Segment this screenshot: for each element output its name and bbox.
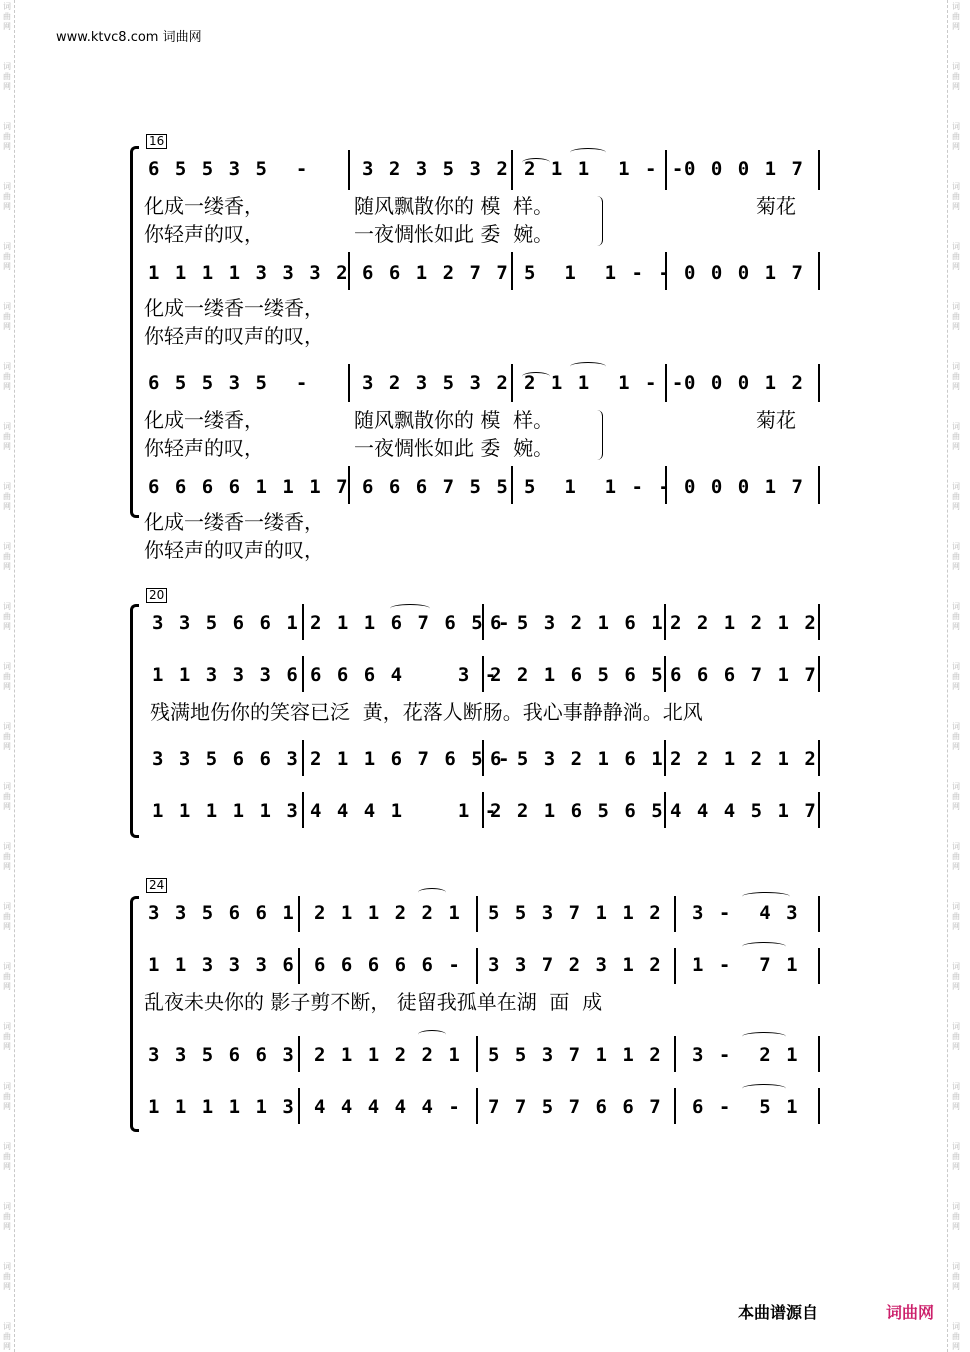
watermark-glyph: 词 <box>3 662 11 671</box>
watermark-glyph: 词 <box>952 2 960 11</box>
notation-segment: 3 3 5 6 6 3 <box>152 748 300 770</box>
watermark-glyph: 网 <box>952 1282 960 1291</box>
notation-segment: 0 0 0 1 7 <box>684 158 805 180</box>
watermark-glyph: 网 <box>952 82 960 91</box>
lyric-line: 菊花 <box>756 194 796 218</box>
barline <box>298 1088 300 1124</box>
notation-segment: 6 6 6 7 5 5 <box>362 476 510 498</box>
barline <box>348 150 350 190</box>
watermark-glyph: 网 <box>952 1342 960 1351</box>
lyric-line: 一夜惆怅如此 委 婉。 <box>354 436 554 460</box>
watermark-glyph: 曲 <box>952 1332 960 1341</box>
lyric-brace <box>596 410 603 460</box>
watermark-glyph: 网 <box>3 1162 11 1171</box>
notation-segment: 3 3 5 6 6 1 <box>148 902 296 924</box>
watermark-glyph: 词 <box>3 422 11 431</box>
watermark-glyph: 词 <box>3 362 11 371</box>
watermark-glyph: 曲 <box>952 612 960 621</box>
watermark-glyph: 词 <box>952 182 960 191</box>
notation-segment: 7 7 5 7 6 6 7 <box>488 1096 663 1118</box>
watermark-glyph: 词 <box>952 782 960 791</box>
lyric-line: 化成一缕香， <box>144 408 264 432</box>
watermark-glyph: 网 <box>952 202 960 211</box>
watermark-glyph: 词 <box>952 362 960 371</box>
barline <box>818 466 820 504</box>
watermark-glyph: 曲 <box>3 372 11 381</box>
barline <box>476 1036 478 1072</box>
watermark-glyph: 网 <box>952 442 960 451</box>
watermark-glyph: 网 <box>952 922 960 931</box>
notation-segment: 2 1 1 6 7 6 5 - <box>310 748 512 770</box>
watermark-glyph: 词 <box>3 1322 11 1331</box>
notation-segment: 0 0 0 1 2 <box>684 372 805 394</box>
notation-segment: 5 5 3 7 1 1 2 <box>488 1044 663 1066</box>
notation-segment: 1 1 1 1 3 3 3 2 <box>148 262 350 284</box>
watermark-glyph: 网 <box>952 742 960 751</box>
watermark-glyph: 网 <box>952 262 960 271</box>
notation-segment: 3 3 7 2 3 1 2 <box>488 954 663 976</box>
notation-segment: 5 1 1 - - <box>524 262 672 284</box>
watermark-glyph: 词 <box>952 1142 960 1151</box>
measure-number: 24 <box>146 878 167 893</box>
lyric-line: 化成一缕香， <box>144 194 264 218</box>
watermark-glyph: 词 <box>3 722 11 731</box>
lyric-line: 一夜惆怅如此 委 婉。 <box>354 222 554 246</box>
watermark-glyph: 词 <box>952 962 960 971</box>
barline <box>476 948 478 984</box>
barline <box>298 896 300 932</box>
watermark-glyph: 曲 <box>3 312 11 321</box>
watermark-glyph: 曲 <box>952 12 960 21</box>
slur-mark <box>570 362 606 371</box>
notation-segment: 6 6 6 7 1 7 <box>670 664 818 686</box>
watermark-glyph: 网 <box>952 982 960 991</box>
watermark-glyph: 曲 <box>3 552 11 561</box>
watermark-glyph: 网 <box>3 742 11 751</box>
notation-segment: 6 6 6 4 3 - <box>310 664 499 686</box>
watermark-glyph: 词 <box>3 962 11 971</box>
notation-segment: 6 6 6 6 6 - <box>314 954 462 976</box>
watermark-glyph: 词 <box>3 542 11 551</box>
brand-logo[interactable]: 词曲网 <box>886 1303 935 1322</box>
watermark-glyph: 网 <box>952 622 960 631</box>
barline <box>298 1036 300 1072</box>
site-header[interactable]: www.ktvc8.com 词曲网 <box>56 30 202 45</box>
watermark-glyph: 曲 <box>3 192 11 201</box>
watermark-glyph: 词 <box>952 1202 960 1211</box>
lyric-line: 你轻声的叹， <box>144 436 264 460</box>
watermark-glyph: 曲 <box>952 552 960 561</box>
barline <box>818 948 820 984</box>
watermark-glyph: 网 <box>952 682 960 691</box>
watermark-glyph: 网 <box>3 862 11 871</box>
watermark-glyph: 曲 <box>952 192 960 201</box>
barline <box>476 896 478 932</box>
watermark-glyph: 曲 <box>3 612 11 621</box>
watermark-glyph: 词 <box>952 1022 960 1031</box>
watermark-glyph: 词 <box>952 242 960 251</box>
watermark-glyph: 词 <box>3 242 11 251</box>
watermark-glyph: 网 <box>3 1222 11 1231</box>
slur-mark <box>390 604 430 613</box>
watermark-glyph: 词 <box>952 602 960 611</box>
watermark-glyph: 曲 <box>3 132 11 141</box>
notation-segment: 3 3 5 6 6 1 <box>152 612 300 634</box>
barline <box>818 1088 820 1124</box>
notation-segment: 2 2 1 6 5 6 5 <box>490 800 665 822</box>
watermark-glyph: 曲 <box>3 1332 11 1341</box>
notation-segment: 2 1 1 2 2 1 <box>314 1044 462 1066</box>
notation-segment: 6 6 1 2 7 7 <box>362 262 510 284</box>
watermark-glyph: 网 <box>3 622 11 631</box>
source-label: 本曲谱源自 <box>738 1303 819 1322</box>
watermark-glyph: 词 <box>3 1022 11 1031</box>
lyric-brace <box>596 196 603 246</box>
watermark-glyph: 词 <box>3 302 11 311</box>
watermark-glyph: 网 <box>952 1222 960 1231</box>
watermark-glyph: 词 <box>3 902 11 911</box>
slur-mark <box>522 372 550 381</box>
barline <box>818 604 820 640</box>
watermark-glyph: 网 <box>3 142 11 151</box>
notation-segment: 1 1 1 1 1 3 <box>152 800 300 822</box>
lyric-line: 你轻声的叹， <box>144 222 264 246</box>
slur-mark <box>570 148 606 157</box>
watermark-glyph: 词 <box>952 122 960 131</box>
watermark-glyph: 曲 <box>3 1272 11 1281</box>
notation-segment: 0 0 0 1 7 <box>684 262 805 284</box>
barline <box>511 466 513 504</box>
barline <box>302 792 304 828</box>
lyric-line: 化成一缕香一缕香， <box>144 296 324 320</box>
barline <box>476 1088 478 1124</box>
barline <box>302 740 304 776</box>
lyric-line: 化成一缕香一缕香， <box>144 510 324 534</box>
watermark-glyph: 词 <box>952 542 960 551</box>
watermark-glyph: 网 <box>3 262 11 271</box>
barline <box>302 604 304 640</box>
watermark-glyph: 网 <box>3 682 11 691</box>
watermark-glyph: 曲 <box>952 1152 960 1161</box>
watermark-glyph: 曲 <box>3 72 11 81</box>
barline <box>818 740 820 776</box>
watermark-glyph: 曲 <box>952 972 960 981</box>
watermark-glyph: 词 <box>952 422 960 431</box>
watermark-glyph: 网 <box>952 382 960 391</box>
notation-segment: 3 2 3 5 3 2 <box>362 158 510 180</box>
watermark-glyph: 曲 <box>3 852 11 861</box>
watermark-glyph: 词 <box>952 662 960 671</box>
watermark-glyph: 词 <box>952 482 960 491</box>
watermark-glyph: 网 <box>952 502 960 511</box>
measure-number: 20 <box>146 588 167 603</box>
watermark-glyph: 网 <box>3 562 11 571</box>
barline <box>818 364 820 402</box>
watermark-glyph: 词 <box>3 1082 11 1091</box>
notation-segment: 3 3 5 6 6 3 <box>148 1044 296 1066</box>
notation-segment: 6 5 5 3 5 - <box>148 158 310 180</box>
notation-segment: 2 1 1 1 - - <box>524 372 686 394</box>
watermark-glyph: 曲 <box>952 1212 960 1221</box>
barline <box>818 792 820 828</box>
watermark-glyph: 词 <box>3 62 11 71</box>
notation-segment: 6 5 5 3 5 - <box>148 372 310 394</box>
barline <box>674 1036 676 1072</box>
slur-mark <box>742 942 786 951</box>
watermark-glyph: 曲 <box>952 492 960 501</box>
barline <box>818 1036 820 1072</box>
notation-segment: 1 1 3 3 3 6 <box>148 954 296 976</box>
watermark-glyph: 曲 <box>952 72 960 81</box>
slur-mark <box>418 1030 446 1039</box>
barline <box>674 948 676 984</box>
barline <box>511 150 513 190</box>
notation-segment: 6 - 5 1 <box>692 1096 800 1118</box>
notation-segment: 1 1 3 3 3 6 <box>152 664 300 686</box>
watermark-glyph: 词 <box>3 482 11 491</box>
system-bracket <box>130 146 139 518</box>
lyric-line: 残满地伤你的笑容已泛 黄，花落人断肠。我心事静静淌。北风 <box>150 700 703 724</box>
watermark-glyph: 词 <box>3 1202 11 1211</box>
watermark-glyph: 词 <box>3 842 11 851</box>
watermark-glyph: 曲 <box>3 252 11 261</box>
watermark-glyph: 词 <box>952 1322 960 1331</box>
notation-segment: 2 2 1 2 1 2 <box>670 612 818 634</box>
watermark-glyph: 网 <box>3 1042 11 1051</box>
watermark-glyph: 词 <box>3 182 11 191</box>
watermark-glyph: 词 <box>3 782 11 791</box>
notation-segment: 2 2 1 2 1 2 <box>670 748 818 770</box>
watermark-glyph: 曲 <box>952 852 960 861</box>
watermark-glyph: 网 <box>952 1042 960 1051</box>
watermark-glyph: 网 <box>3 502 11 511</box>
watermark-glyph: 曲 <box>3 1092 11 1101</box>
watermark-glyph: 词 <box>952 302 960 311</box>
watermark-glyph: 曲 <box>3 1212 11 1221</box>
barline <box>298 948 300 984</box>
watermark-glyph: 网 <box>3 802 11 811</box>
watermark-glyph: 曲 <box>952 1032 960 1041</box>
watermark-glyph: 网 <box>3 442 11 451</box>
slur-mark <box>742 1084 786 1093</box>
notation-segment: 6 5 3 2 1 6 1 <box>490 748 665 770</box>
watermark-glyph: 网 <box>952 802 960 811</box>
watermark-glyph: 网 <box>3 22 11 31</box>
watermark-glyph: 词 <box>952 842 960 851</box>
watermark-glyph: 词 <box>952 722 960 731</box>
notation-segment: 3 - 2 1 <box>692 1044 800 1066</box>
barline <box>511 252 513 290</box>
watermark-glyph: 词 <box>3 602 11 611</box>
notation-segment: 4 4 4 1 1 - <box>310 800 499 822</box>
watermark-glyph: 曲 <box>3 1032 11 1041</box>
notation-segment: 2 1 1 2 2 1 <box>314 902 462 924</box>
watermark-glyph: 词 <box>952 62 960 71</box>
watermark-glyph: 曲 <box>952 1272 960 1281</box>
watermark-glyph: 曲 <box>3 732 11 741</box>
notation-segment: 0 0 0 1 7 <box>684 476 805 498</box>
measure-number: 16 <box>146 134 167 149</box>
notation-segment: 1 1 1 1 1 3 <box>148 1096 296 1118</box>
watermark-glyph: 曲 <box>3 672 11 681</box>
watermark-glyph: 网 <box>3 922 11 931</box>
watermark-glyph: 网 <box>952 862 960 871</box>
slur-mark <box>522 158 550 167</box>
watermark-glyph: 词 <box>3 122 11 131</box>
slur-mark <box>742 1032 786 1041</box>
watermark-glyph: 曲 <box>952 312 960 321</box>
notation-segment: 3 - 4 3 <box>692 902 800 924</box>
watermark-glyph: 网 <box>952 1162 960 1171</box>
watermark-glyph: 曲 <box>952 432 960 441</box>
watermark-glyph: 网 <box>952 562 960 571</box>
notation-segment: 2 1 1 6 7 6 5 - <box>310 612 512 634</box>
watermark-glyph: 网 <box>3 202 11 211</box>
notation-segment: 3 2 3 5 3 2 <box>362 372 510 394</box>
watermark-glyph: 曲 <box>952 132 960 141</box>
lyric-line: 随风飘散你的 模 样。 <box>354 194 554 218</box>
watermark-glyph: 曲 <box>3 432 11 441</box>
barline <box>348 364 350 402</box>
slur-mark <box>418 888 446 897</box>
watermark-glyph: 曲 <box>952 912 960 921</box>
watermark-glyph: 曲 <box>3 972 11 981</box>
watermark-glyph: 词 <box>3 1262 11 1271</box>
lyric-line: 菊花 <box>756 408 796 432</box>
watermark-glyph: 网 <box>3 982 11 991</box>
barline <box>674 1088 676 1124</box>
watermark-glyph: 网 <box>952 322 960 331</box>
watermark-glyph: 网 <box>952 22 960 31</box>
barline <box>818 656 820 692</box>
watermark-glyph: 网 <box>3 1342 11 1351</box>
notation-segment: 2 2 1 6 5 6 5 <box>490 664 665 686</box>
watermark-glyph: 词 <box>952 1262 960 1271</box>
system-bracket <box>130 604 139 838</box>
watermark-glyph: 曲 <box>3 912 11 921</box>
lyric-line: 你轻声的叹声的叹， <box>144 538 324 562</box>
notation-segment: 5 1 1 - - <box>524 476 672 498</box>
barline <box>511 364 513 402</box>
barline <box>818 896 820 932</box>
notation-segment: 2 1 1 1 - - <box>524 158 686 180</box>
watermark-glyph: 曲 <box>952 792 960 801</box>
barline <box>818 150 820 190</box>
lyric-line: 随风飘散你的 模 样。 <box>354 408 554 432</box>
watermark-glyph: 曲 <box>952 1092 960 1101</box>
watermark-glyph: 网 <box>952 142 960 151</box>
watermark-glyph: 曲 <box>3 1152 11 1161</box>
system-bracket <box>130 896 139 1132</box>
barline <box>818 252 820 290</box>
notation-segment: 4 4 4 4 4 - <box>314 1096 462 1118</box>
watermark-glyph: 词 <box>3 1142 11 1151</box>
watermark-glyph: 网 <box>3 1282 11 1291</box>
watermark-glyph: 词 <box>952 1082 960 1091</box>
watermark-glyph: 网 <box>3 1102 11 1111</box>
watermark-glyph: 曲 <box>952 372 960 381</box>
watermark-glyph: 曲 <box>3 792 11 801</box>
watermark-glyph: 网 <box>3 82 11 91</box>
watermark-glyph: 词 <box>3 2 11 11</box>
watermark-glyph: 曲 <box>3 12 11 21</box>
watermark-glyph: 曲 <box>3 492 11 501</box>
lyric-line: 你轻声的叹声的叹， <box>144 324 324 348</box>
notation-segment: 6 6 6 6 1 1 1 7 <box>148 476 350 498</box>
notation-segment: 6 5 3 2 1 6 1 <box>490 612 665 634</box>
slur-mark <box>742 892 790 901</box>
notation-segment: 4 4 4 5 1 7 <box>670 800 818 822</box>
watermark-glyph: 曲 <box>952 252 960 261</box>
barline <box>674 896 676 932</box>
notation-segment: 5 5 3 7 1 1 2 <box>488 902 663 924</box>
notation-segment: 1 - 7 1 <box>692 954 800 976</box>
watermark-glyph: 曲 <box>952 732 960 741</box>
watermark-glyph: 曲 <box>952 672 960 681</box>
lyric-line: 乱夜未央你的 影子剪不断， 徒留我孤单在湖 面 成 <box>144 990 603 1014</box>
watermark-glyph: 网 <box>3 382 11 391</box>
watermark-glyph: 网 <box>3 322 11 331</box>
watermark-glyph: 词 <box>952 902 960 911</box>
barline <box>302 656 304 692</box>
watermark-glyph: 网 <box>952 1102 960 1111</box>
